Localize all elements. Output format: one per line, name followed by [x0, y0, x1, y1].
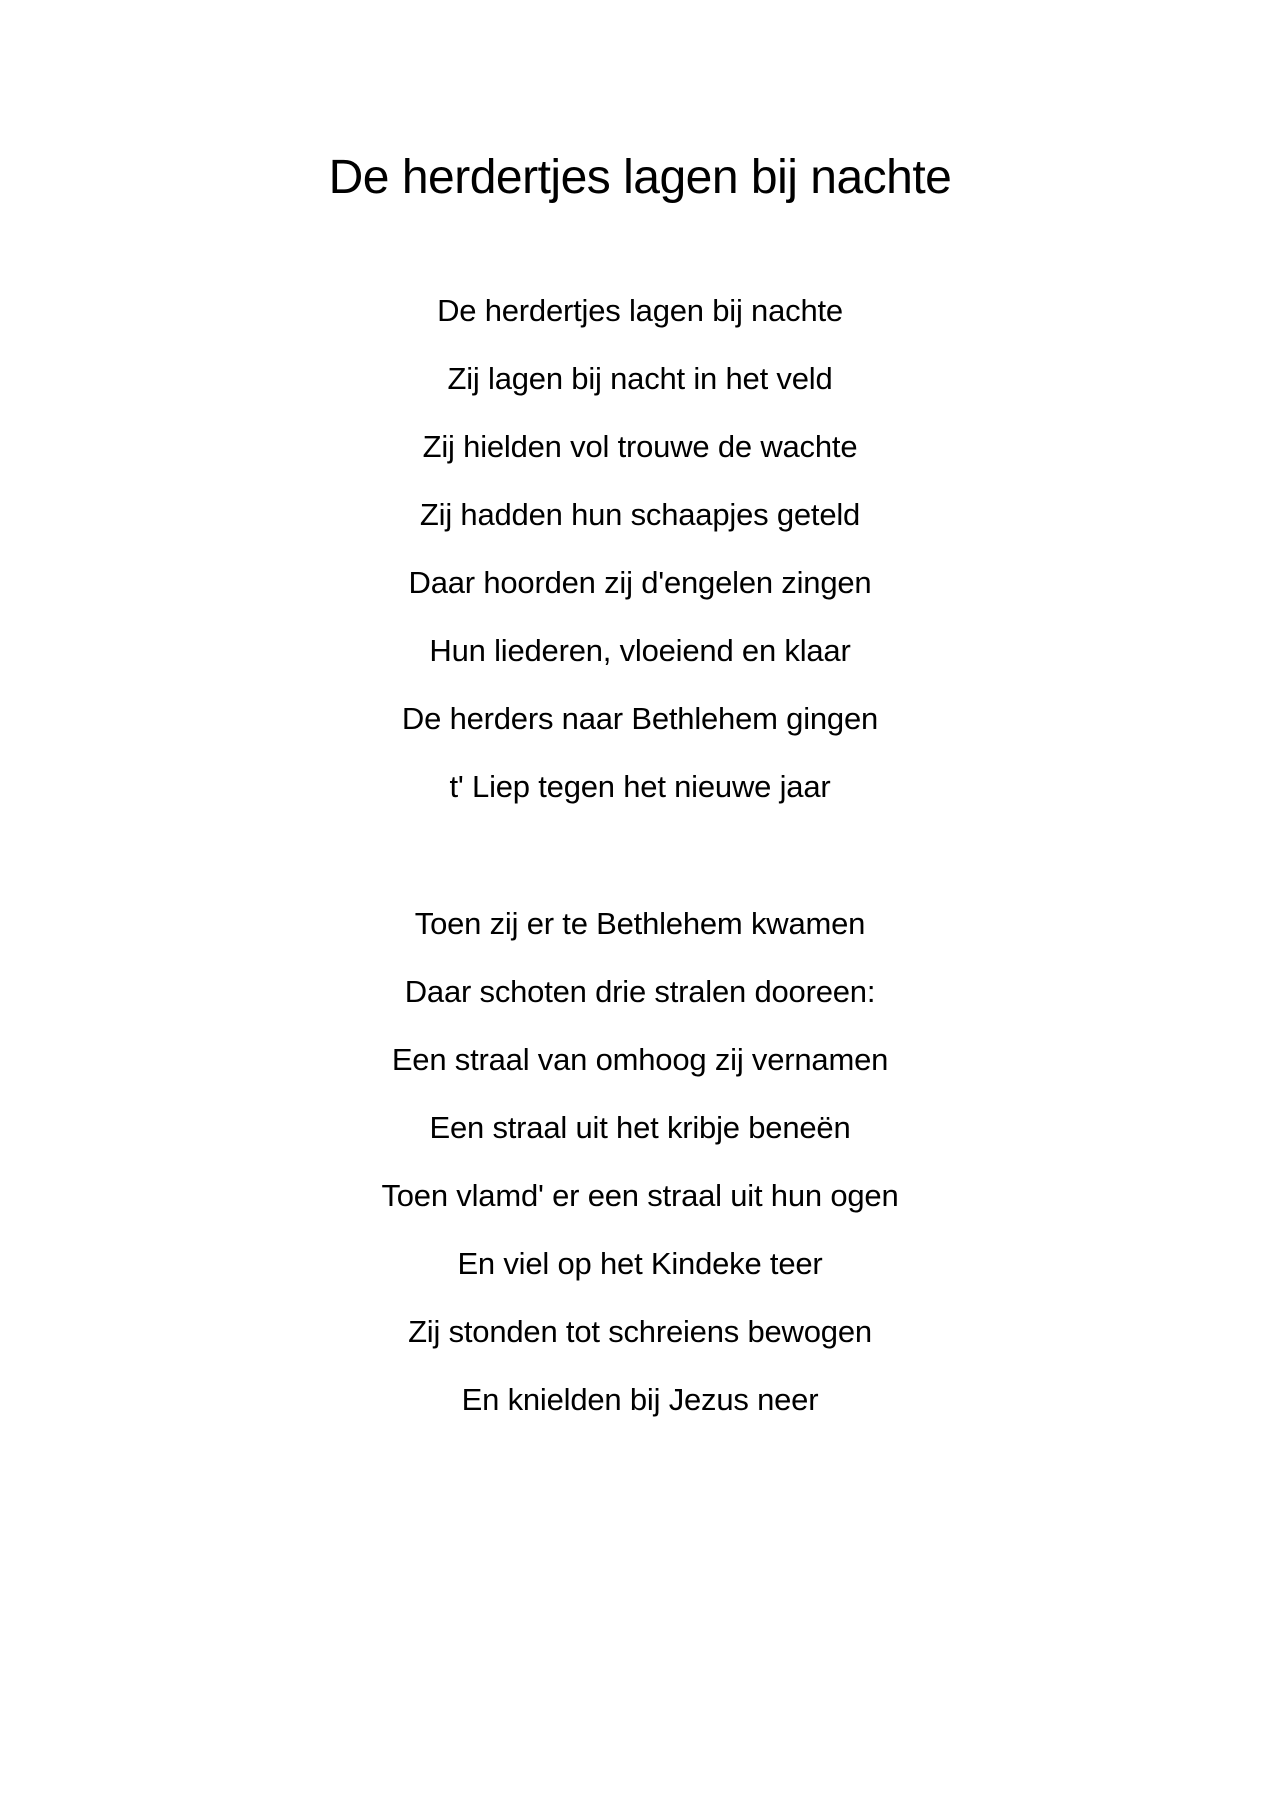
verse-line: Een straal uit het kribje beneën [429, 1110, 851, 1145]
verse-line: Hun liederen, vloeiend en klaar [429, 633, 851, 668]
stanza-1 [0, 277, 1280, 821]
verse-line: t' Liep tegen het nieuwe jaar [449, 769, 831, 804]
verse-line: Toen zij er te Bethlehem kwamen [414, 906, 866, 941]
verse-line: Daar schoten drie stralen dooreen: [404, 974, 876, 1009]
verse-line: Daar hoorden zij d'engelen zingen [408, 565, 872, 600]
verse-line: Toen vlamd' er een straal uit hun ogen [381, 1178, 899, 1213]
verse-line: En knielden bij Jezus neer [461, 1382, 819, 1417]
verse-line: En viel op het Kindeke teer [457, 1246, 823, 1281]
verse-line: De herders naar Bethlehem gingen [401, 701, 879, 736]
verse-line: Een straal van omhoog zij vernamen [391, 1042, 889, 1077]
verse-line: Zij lagen bij nacht in het veld [447, 361, 833, 396]
page-title: De herdertjes lagen bij nachte [328, 151, 952, 204]
verse-line: Zij stonden tot schreiens bewogen [408, 1314, 872, 1349]
verse-line: Zij hielden vol trouwe de wachte [422, 429, 858, 464]
verse-line: Zij hadden hun schaapjes geteld [419, 497, 861, 532]
verse-line: De herdertjes lagen bij nachte [437, 293, 843, 328]
stanza-2 [0, 890, 1280, 1434]
